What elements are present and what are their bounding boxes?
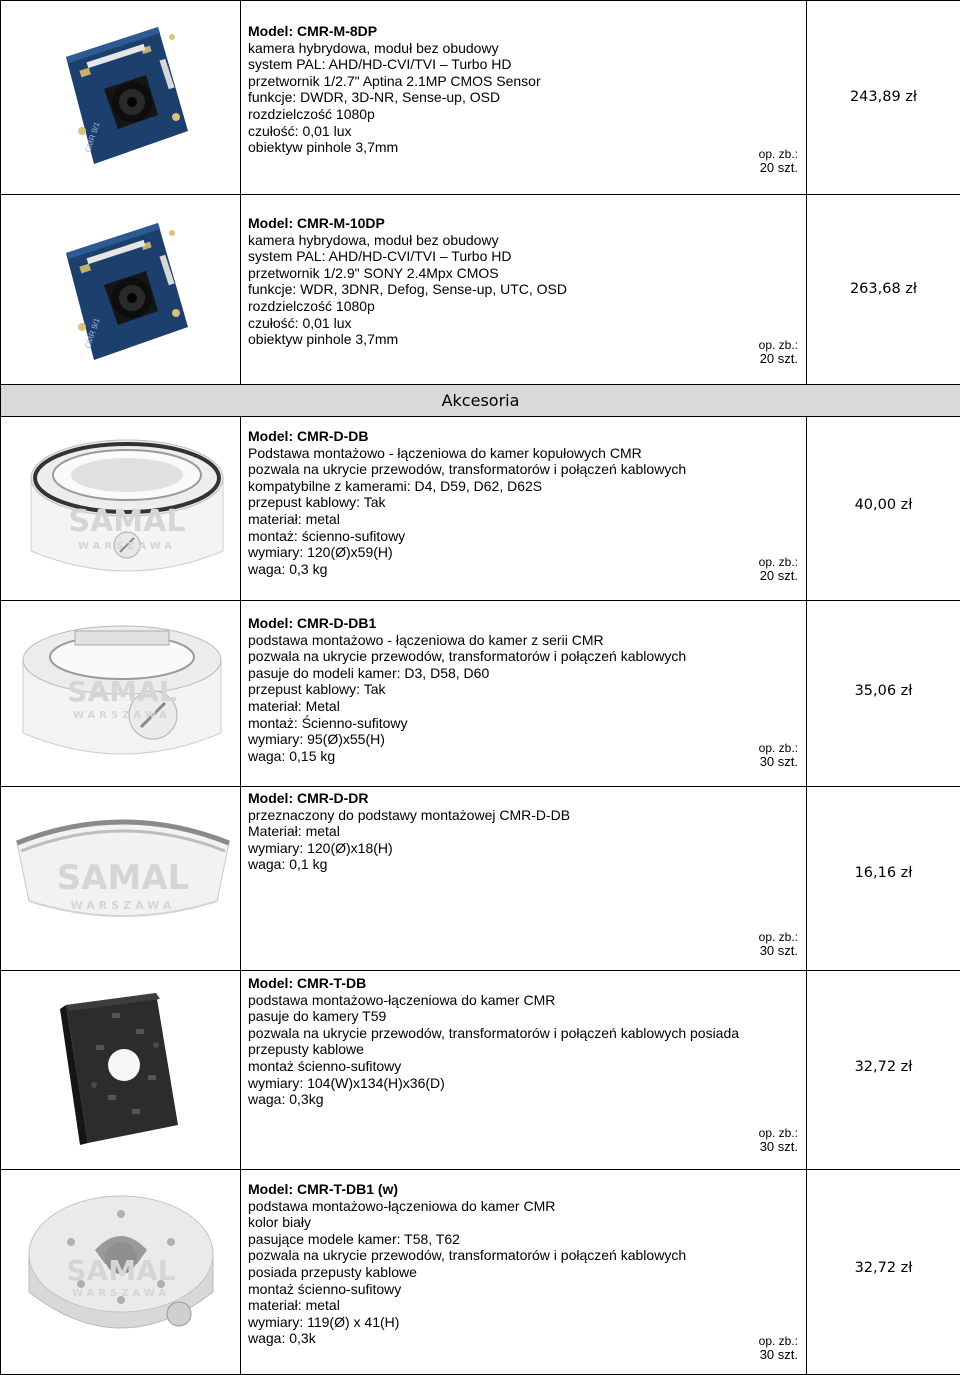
product-description <box>248 975 739 1108</box>
spec-line: montaż: ścienno-sufitowy <box>248 527 406 544</box>
junction-box-black-icon <box>56 985 186 1150</box>
spec-line: waga: 0,3kg <box>248 1091 324 1108</box>
price: 263,68 zł <box>849 281 918 297</box>
product-row <box>1 601 960 787</box>
spec-line: czułość: 0,01 lux <box>248 314 352 331</box>
product-image-cell <box>1 787 241 971</box>
spec-line: rozdzielczość 1080p <box>248 105 375 122</box>
spec-line: materiał: Metal <box>248 697 340 714</box>
spec-line: czułość: 0,01 lux <box>248 122 352 139</box>
spec-line: pozwala na ukrycie przewodów, transformatorów i połączeń kablowych posiada <box>248 1024 740 1041</box>
watermark-city: WARSZAWA <box>70 899 176 912</box>
stock-label: op. zb.: <box>758 1334 798 1348</box>
camera-module-icon <box>46 19 196 169</box>
spec-line: wymiary: 95(Ø)x55(H) <box>248 731 385 748</box>
spec-line: montaż: Ścienno-sufitowy <box>248 714 408 731</box>
product-description-cell <box>241 601 807 787</box>
product-description <box>248 215 567 348</box>
spec-line: wymiary: 104(W)x134(H)x36(D) <box>248 1074 445 1091</box>
product-description-cell <box>241 417 807 601</box>
stock-info <box>759 338 798 366</box>
watermark-brand: SAMAL <box>67 675 177 708</box>
spec-line: przeznaczony do podstawy montażowej CMR-D-DB <box>248 806 571 823</box>
stock-info <box>759 930 798 958</box>
model-line: Model: CMR-D-DR <box>248 790 369 806</box>
spec-line: posiada przepusty kablowe <box>248 1263 417 1280</box>
watermark-city: WARSZAWA <box>77 541 177 552</box>
spec-line: Podstawa montażowo - łączeniowa do kamer kopułowych CMR <box>248 444 642 461</box>
stock-quantity: 30 szt. <box>759 754 798 769</box>
spec-line: rozdzielczość 1080p <box>248 297 375 314</box>
camera-module-icon <box>46 215 196 365</box>
stock-info <box>759 741 798 769</box>
model-line: Model: CMR-T-DB <box>248 975 367 991</box>
stock-label: op. zb.: <box>758 338 798 352</box>
stock-label: op. zb.: <box>758 741 798 755</box>
spec-line: waga: 0,1 kg <box>248 856 328 873</box>
spec-line: system PAL: AHD/HD-CVI/TVI – Turbo HD <box>248 248 512 265</box>
mount-ring-icon <box>11 797 235 937</box>
spec-line: przetwornik 1/2.9" SONY 2.4Mpx CMOS <box>248 264 499 281</box>
model-line: Model: CMR-M-10DP <box>248 215 385 231</box>
spec-line: przepust kablowy: Tak <box>248 494 386 511</box>
stock-label: op. zb.: <box>758 147 798 161</box>
spec-line: montaż ścienno-sufitowy <box>248 1057 402 1074</box>
product-row <box>1 1 960 195</box>
spec-line: materiał: metal <box>248 1297 340 1314</box>
watermark-brand: SAMAL <box>56 858 190 898</box>
spec-line: waga: 0,3k <box>248 1330 316 1347</box>
product-description-cell <box>241 1170 807 1375</box>
product-image-cell <box>1 417 241 601</box>
product-description-cell <box>241 971 807 1170</box>
stock-label: op. zb.: <box>758 1126 798 1140</box>
stock-quantity: 20 szt. <box>759 351 798 366</box>
price-cell <box>807 1 960 195</box>
price: 35,06 zł <box>854 683 913 699</box>
product-row <box>1 1170 960 1375</box>
product-description <box>248 23 541 156</box>
stock-info <box>759 1334 798 1362</box>
stock-quantity: 30 szt. <box>759 943 798 958</box>
spec-line: wymiary: 120(Ø)x18(H) <box>248 839 393 856</box>
product-row <box>1 787 960 971</box>
spec-line: system PAL: AHD/HD-CVI/TVI – Turbo HD <box>248 56 512 73</box>
price: 32,72 zł <box>854 1059 913 1075</box>
product-description-cell <box>241 195 807 385</box>
stock-quantity: 20 szt. <box>759 568 798 583</box>
spec-line: kompatybilne z kamerami: D4, D59, D62, D62S <box>248 477 543 494</box>
product-image-cell <box>1 1 241 195</box>
product-row <box>1 971 960 1170</box>
spec-line: kamera hybrydowa, moduł bez obudowy <box>248 231 499 248</box>
model-line: Model: CMR-T-DB1 (w) <box>248 1181 399 1197</box>
model-line: Model: CMR-D-DB <box>248 428 369 444</box>
stock-info <box>759 555 798 583</box>
spec-line: waga: 0,3 kg <box>248 560 328 577</box>
section-header-row <box>1 385 960 417</box>
stock-label: op. zb.: <box>758 555 798 569</box>
product-description <box>248 615 686 764</box>
spec-line: przepust kablowy: Tak <box>248 681 386 698</box>
spec-line: podstawa montażowo-łączeniowa do kamer CMR <box>248 991 556 1008</box>
product-row <box>1 417 960 601</box>
stock-quantity: 30 szt. <box>759 1347 798 1362</box>
spec-line: funkcje: DWDR, 3D-NR, Sense-up, OSD <box>248 89 501 106</box>
spec-line: kolor biały <box>248 1214 312 1231</box>
price-cell <box>807 787 960 971</box>
product-description-cell <box>241 787 807 971</box>
price: 32,72 zł <box>854 1260 913 1276</box>
spec-line: materiał: metal <box>248 510 340 527</box>
price-cell <box>807 601 960 787</box>
product-description-cell <box>241 1 807 195</box>
spec-line: funkcje: WDR, 3DNR, Defog, Sense-up, UTC, OSD <box>248 281 567 298</box>
spec-line: kamera hybrydowa, moduł bez obudowy <box>248 39 499 56</box>
stock-quantity: 30 szt. <box>759 1139 798 1154</box>
product-description <box>248 428 686 577</box>
spec-line: pozwala na ukrycie przewodów, transformatorów i połączeń kablowych <box>248 648 687 665</box>
price-cell <box>807 971 960 1170</box>
model-line: Model: CMR-D-DB1 <box>248 615 377 631</box>
spec-line: wymiary: 120(Ø)x59(H) <box>248 544 393 561</box>
spec-line: przetwornik 1/2.7" Aptina 2.1MP CMOS Sensor <box>248 72 541 89</box>
price: 40,00 zł <box>854 497 913 513</box>
spec-line: waga: 0,15 kg <box>248 747 336 764</box>
stock-quantity: 20 szt. <box>759 160 798 175</box>
product-image-cell <box>1 195 241 385</box>
spec-line: podstawa montażowo - łączeniowa do kamer z serii CMR <box>248 631 604 648</box>
price-cell <box>807 1170 960 1375</box>
price-cell <box>807 417 960 601</box>
price-cell <box>807 195 960 385</box>
spec-line: montaż ścienno-sufitowy <box>248 1280 402 1297</box>
spec-line: Materiał: metal <box>248 823 340 840</box>
product-image-cell <box>1 1170 241 1375</box>
spec-line: obiektyw pinhole 3,7mm <box>248 331 399 348</box>
junction-box-white-icon <box>21 1184 221 1364</box>
spec-line: pozwala na ukrycie przewodów, transformatorów i połączeń kablowych <box>248 1247 687 1264</box>
watermark-city: WARSZAWA <box>71 1288 171 1299</box>
product-description <box>248 1181 686 1347</box>
stock-label: op. zb.: <box>758 930 798 944</box>
product-image-cell <box>1 601 241 787</box>
spec-line: pasuje do modeli kamer: D3, D58, D60 <box>248 664 490 681</box>
spec-line: przepusty kablowe <box>248 1041 364 1058</box>
stock-info <box>759 1126 798 1154</box>
mount-base-icon <box>23 423 231 583</box>
model-line: Model: CMR-M-8DP <box>248 23 378 39</box>
mount-base-small-icon <box>15 615 229 773</box>
spec-line: wymiary: 119(Ø) x 41(H) <box>248 1313 400 1330</box>
watermark-city: WARSZAWA <box>72 710 172 721</box>
watermark-brand: SAMAL <box>66 1254 176 1287</box>
product-description <box>248 790 570 873</box>
spec-line: pasujące modele kamer: T58, T62 <box>248 1230 460 1247</box>
price: 16,16 zł <box>854 865 913 881</box>
spec-line: podstawa montażowo-łączeniowa do kamer CMR <box>248 1197 556 1214</box>
product-image-cell <box>1 971 241 1170</box>
price: 243,89 zł <box>849 89 918 105</box>
section-title: Akcesoria <box>1 385 960 417</box>
spec-line: obiektyw pinhole 3,7mm <box>248 139 399 156</box>
product-row <box>1 195 960 385</box>
spec-line: pozwala na ukrycie przewodów, transformatorów i połączeń kablowych <box>248 461 687 478</box>
watermark-brand: SAMAL <box>68 504 186 539</box>
spec-line: pasuje do kamery T59 <box>248 1008 387 1025</box>
stock-info <box>759 147 798 175</box>
